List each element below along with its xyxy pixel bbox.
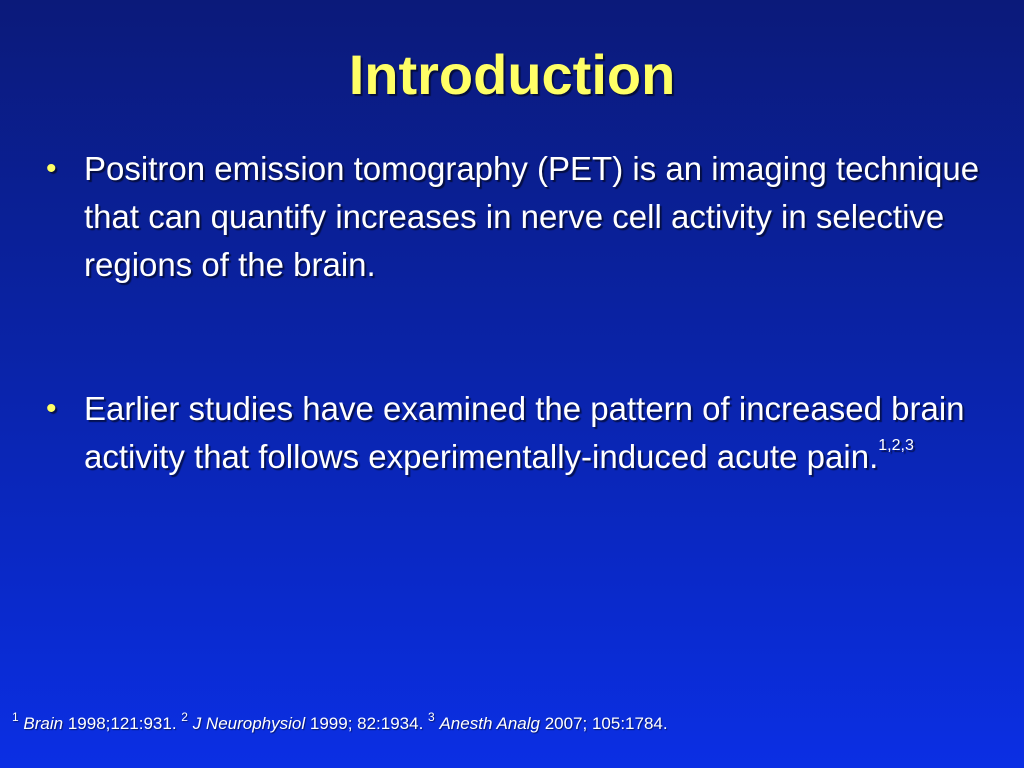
slide-title: Introduction [348, 43, 676, 106]
bullet-text: Earlier studies have examined the pattern of increased brain activity that follows experimentally-induced acute pain. [84, 390, 965, 475]
bullet-item [44, 145, 984, 289]
reference-journal: Brain [23, 714, 64, 733]
bullet-marker-icon: • [46, 152, 57, 185]
references-footer [12, 712, 668, 736]
reference-details: 2007; 105:1784. [539, 714, 668, 733]
bullet-item [44, 385, 984, 481]
bullet-marker-icon: • [46, 392, 57, 425]
bullet-text: Positron emission tomography (PET) is an imaging technique that can quantify increases in nerve cell activity in selective regions of the brain. [84, 150, 980, 283]
bullet-list [44, 145, 984, 481]
reference-number: 2 [181, 710, 188, 724]
reference-journal: Anesth Analg [439, 714, 540, 733]
citation-superscript: 1,2,3 [878, 437, 914, 454]
reference-details: 1998;121:931. [63, 714, 182, 733]
reference-number: 1 [12, 710, 19, 724]
reference-journal: J Neurophysiol [192, 714, 306, 733]
reference-number: 3 [428, 710, 435, 724]
reference-details: 1999; 82:1934. [305, 714, 429, 733]
